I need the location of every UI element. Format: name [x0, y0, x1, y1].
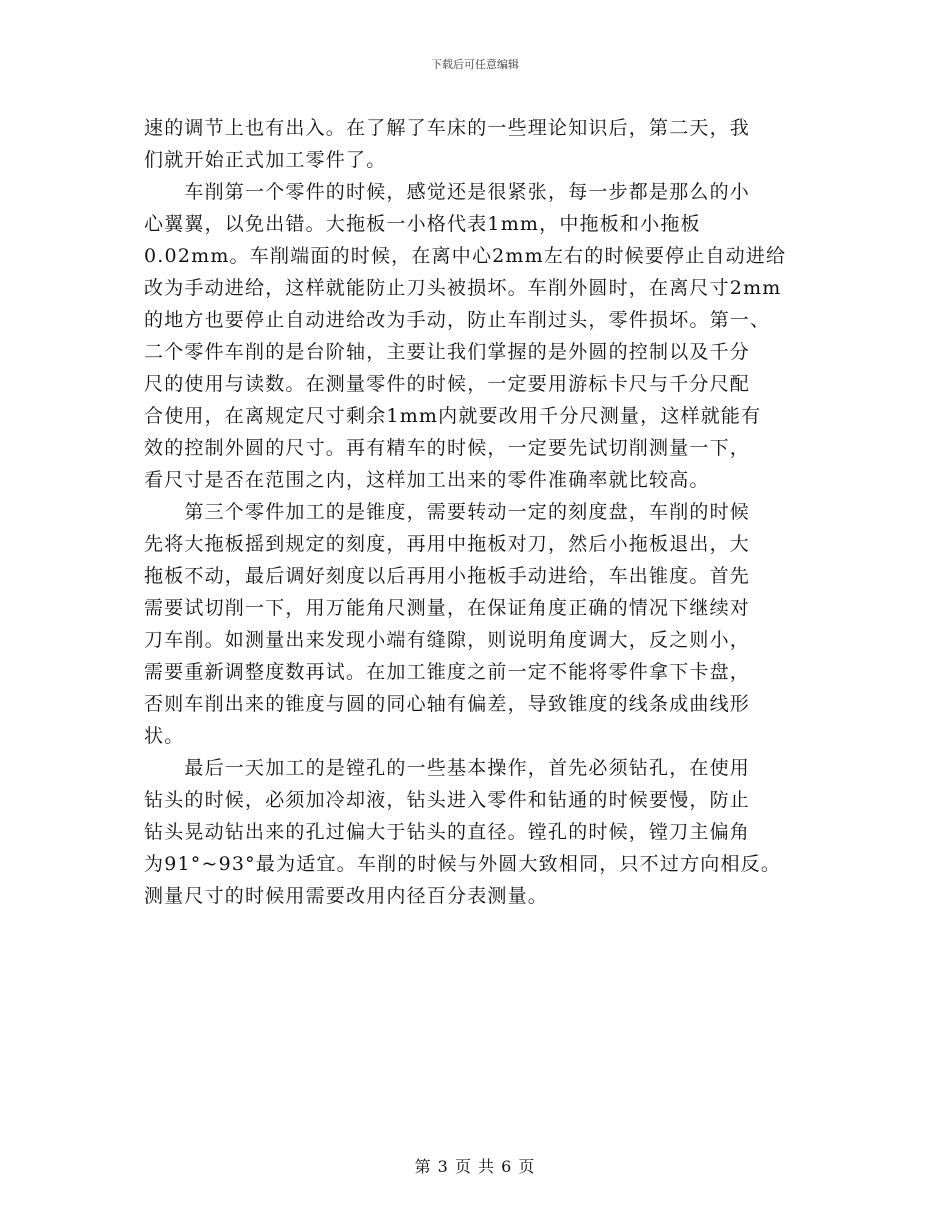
text-line: 先将大拖板摇到规定的刻度，再用中拖板对刀，然后小拖板退出，大 — [144, 533, 751, 555]
text-line: 测量尺寸的时候用需要改用内径百分表测量。 — [144, 885, 549, 907]
text-line: 钻头晃动钻出来的孔过偏大于钻头的直径。镗孔的时候，镗刀主偏角 — [144, 821, 751, 843]
text-line: 需要试切削一下，用万能角尺测量，在保证角度正确的情况下继续对 — [144, 597, 751, 619]
text-line: 拖板不动，最后调好刻度以后再用小拖板手动进给，车出锥度。首先 — [144, 565, 751, 587]
document-body — [144, 112, 824, 912]
text-line: 的地方也要停止自动进给改为手动，防止车削过头，零件损坏。第一、 — [144, 309, 771, 331]
text-line: 需要重新调整度数再试。在加工锥度之前一定不能将零件拿下卡盘， — [144, 661, 751, 683]
text-line: 否则车削出来的锥度与圆的同心轴有偏差，导致锥度的线条成曲线形 — [144, 693, 751, 715]
text-line: 状。 — [144, 725, 185, 747]
text-line: 二个零件车削的是台阶轴，主要让我们掌握的是外圆的控制以及千分 — [144, 341, 751, 363]
page-footer: 第 3 页 共 6 页 — [414, 1157, 536, 1176]
page-header: 下载后可任意编辑 — [431, 58, 519, 71]
text-line: 0.02mm。车削端面的时候，在离中心2mm左右的时候要停止自动进给 — [144, 245, 787, 267]
text-line: 钻头的时候，必须加冷却液，钻头进入零件和钻通的时候要慢，防止 — [144, 789, 751, 811]
text-line: 第三个零件加工的是锥度，需要转动一定的刻度盘，车削的时候 — [144, 501, 751, 523]
text-line: 们就开始正式加工零件了。 — [144, 149, 387, 171]
text-line: 为91°~93°最为适宜。车削的时候与外圆大致相同，只不过方向相反。 — [144, 853, 782, 875]
text-line: 心翼翼，以免出错。大拖板一小格代表1mm，中拖板和小拖板 — [144, 213, 701, 235]
text-line: 刀车削。如测量出来发现小端有缝隙，则说明角度调大，反之则小， — [144, 629, 751, 651]
text-line: 效的控制外圆的尺寸。再有精车的时候，一定要先试切削测量一下， — [144, 437, 751, 459]
text-line: 速的调节上也有出入。在了解了车床的一些理论知识后，第二天，我 — [144, 117, 751, 139]
text-line: 最后一天加工的是镗孔的一些基本操作，首先必须钻孔，在使用 — [144, 757, 751, 779]
text-line: 改为手动进给，这样就能防止刀头被损坏。车削外圆时，在离尺寸2mm — [144, 277, 782, 299]
text-line: 车削第一个零件的时候，感觉还是很紧张，每一步都是那么的小 — [144, 181, 751, 203]
text-line: 合使用，在离规定尺寸剩余1mm内就要改用千分尺测量，这样就能有 — [144, 405, 762, 427]
text-line: 尺的使用与读数。在测量零件的时候，一定要用游标卡尺与千分尺配 — [144, 373, 751, 395]
text-line: 看尺寸是否在范围之内，这样加工出来的零件准确率就比较高。 — [144, 469, 710, 491]
